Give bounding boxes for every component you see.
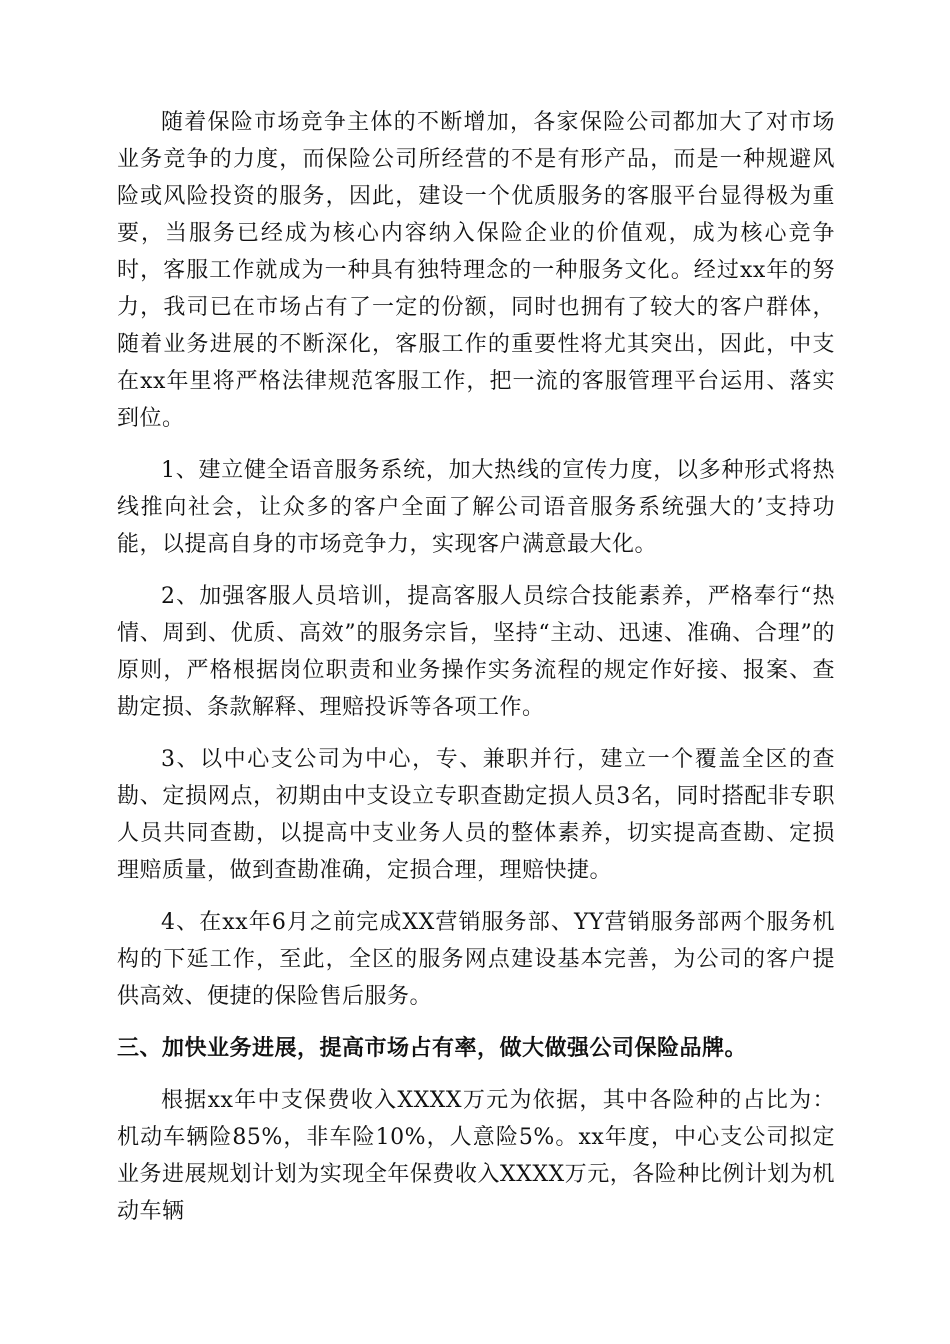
paragraph-item-3: 3、以中心支公司为中心，专、兼职并行，建立一个覆盖全区的查勘、定损网点，初期由中支设立专职查勘定损人员3名，同时搭配非专职人员共同查勘，以提高中支业务人员的整体素养，切实提高查勘、定损理赔质量，做到查勘准确，定损合理，理赔快捷。 (117, 747, 835, 883)
paragraph-intro: 随着保险市场竞争主体的不断增加，各家保险公司都加大了对市场业务竞争的力度，而保险公司所经营的不是有形产品，而是一种规避风险或风险投资的服务，因此，建设一个优质服务的客服平台显得极为重要，当服务已经成为核心内容纳入保险企业的价值观，成为核心竞争时，客服工作就成为一种具有独特理念的一种服务文化。经过xx年的努力，我司已在市场占有了一定的份额，同时也拥有了较大的客户群体，随着业务进展的不断深化，客服工作的重要性将尤其突出，因此，中支在xx年里将严格法律规范客服工作，把一流的客服管理平台运用、落实到位。 (117, 110, 835, 431)
section-heading: 三、加快业务进展，提高市场占有率，做大做强公司保险品牌。 (117, 1035, 748, 1061)
paragraph-item-2: 2、加强客服人员培训，提高客服人员综合技能素养，严格奉行“热情、周到、优质、高效”的服务宗旨，坚持“主动、迅速、准确、合理”的原则，严格根据岗位职责和业务操作实务流程的规定作好接、报案、查勘定损、条款解释、理赔投诉等各项工作。 (117, 584, 835, 720)
document-body (117, 104, 835, 1245)
paragraph-item-1: 1、建立健全语音服务系统，加大热线的宣传力度，以多种形式将热线推向社会，让众多的客户全面了解公司语音服务系统强大的’支持功能，以提高自身的市场竞争力，实现客户满意最大化。 (117, 458, 835, 557)
paragraph-final: 根据xx年中支保费收入XXXX万元为依据，其中各险种的占比为：机动车辆险85%，非车险10%，人意险5%。xx年度，中心支公司拟定业务进展规划计划为实现全年保费收入XXXX万元，各险种比例计划为机动车辆 (117, 1088, 835, 1224)
paragraph-item-4: 4、在xx年6月之前完成XX营销服务部、YY营销服务部两个服务机构的下延工作，至此，全区的服务网点建设基本完善，为公司的客户提供高效、便捷的保险售后服务。 (117, 910, 835, 1009)
